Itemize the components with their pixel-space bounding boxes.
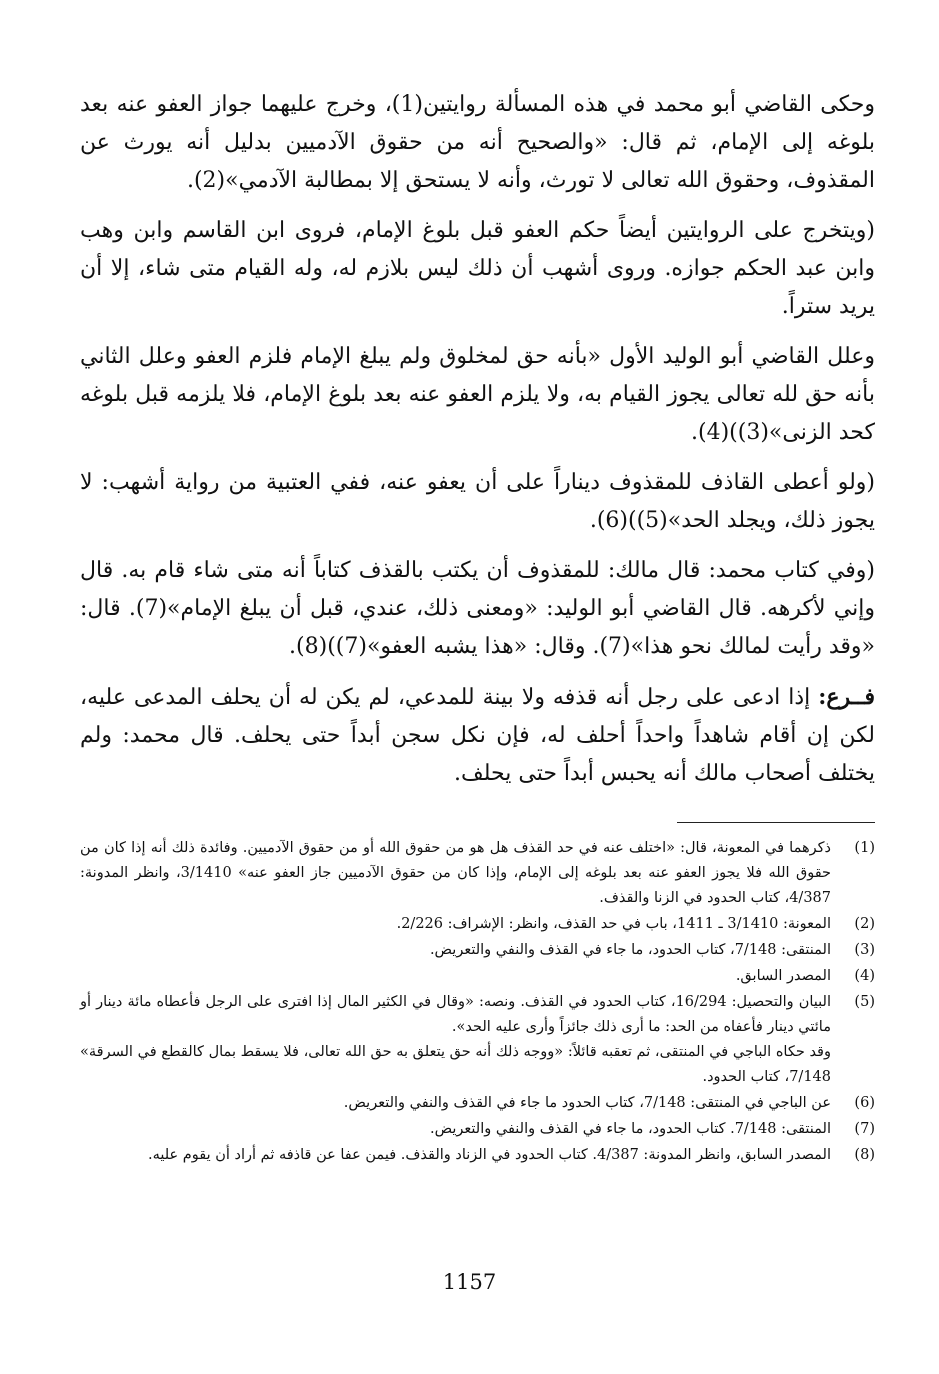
paragraph-6-text: إذا ادعى على رجل أنه قذفه ولا بينة للمدعي، لم يكن له أن يحلف المدعى عليه، لكن إن أقام شاهداً واحداً أحلف له، فإن نكل سجن أبداً حتى يحلف. قال محمد: ولم يختلف أصحاب مالك أنه يحبس أبداً حتى يحلف. xyxy=(80,685,875,786)
footnote-text xyxy=(80,1117,831,1142)
footnote-line: المنتقى: 7/148. كتاب الحدود، ما جاء في القذف والنفي والتعريض. xyxy=(430,1121,831,1137)
paragraph-5: (وفي كتاب محمد: قال مالك: للمقذوف أن يكتب بالقذف كتاباً أنه متى شاء قام به. قال وإني لأكرهه. قال القاضي أبو الوليد: «ومعنى ذلك، عندي، قبل أن يبلغ الإمام»(7). قال: «وقد رأيت لمالك نحو هذا»(7). وقال: «هذا يشبه العفو»(7))(8). xyxy=(80,558,876,659)
footnote-text xyxy=(80,938,831,963)
paragraph-1: وحكى القاضي أبو محمد في هذه المسألة روايتين(1)، وخرج عليهما جواز العفو عنه بعد بلوغه إلى الإمام، ثم قال: «والصحيح أنه من حقوق الآدميين بدليل أنه يورث عن المقذوف، وحقوق الله تعالى لا تورث، وأنه لا يستحق إلا بمطالبة الآدمي»(2). xyxy=(80,92,875,193)
footnote-number: (4) xyxy=(854,968,875,984)
footnote-line: المصدر السابق. xyxy=(735,968,831,984)
footnote-text xyxy=(80,912,831,937)
footnote-number: (6) xyxy=(854,1095,875,1111)
footnote-text xyxy=(80,836,831,911)
footnote-line: البيان والتحصيل: 16/294، كتاب الحدود في القذف. ونصه: «وقال في الكثير المال إذا افترى على الرجل فأعطاه مائة دينار أو مائتي دينار فأعفاه من الحد: ما أرى ذلك جائزاً وأرى عليه الحد». xyxy=(80,994,832,1035)
footnote-text xyxy=(80,1091,831,1116)
footnote-7 xyxy=(80,1117,875,1142)
footnote-line: المعونة: 3/1410 ـ 1411، باب في حد القذف، وانظر: الإشراف: 2/226. xyxy=(396,916,831,932)
footnote-text xyxy=(80,1143,831,1168)
footnote-text xyxy=(80,990,831,1090)
footnote-line: المنتقى: 7/148، كتاب الحدود، ما جاء في القذف والنفي والتعريض. xyxy=(429,942,831,958)
footnote-number: (3) xyxy=(854,942,875,958)
paragraph-4: (ولو أعطى القاذف للمقذوف ديناراً على أن يعفو عنه، ففي العتبية من رواية أشهب: لا يجوز ذلك، ويجلد الحد»(5))(6). xyxy=(80,470,875,533)
page-number: 1157 xyxy=(442,1270,497,1294)
footnote-1 xyxy=(80,836,875,911)
subsection-heading: فــرع: xyxy=(818,684,875,710)
footnote-number: (5) xyxy=(854,994,875,1010)
paragraph-3: وعلل القاضي أبو الوليد الأول «بأنه حق لمخلوق ولم يبلغ الإمام فلزم العفو وعلل الثاني بأنه حق لله تعالى يجوز القيام به، ولا يلزم العفو عنه بعد بلوغ الإمام، فلا يلزمه قبل بلوغه كحد الزنى»(3))(4). xyxy=(80,344,875,445)
main-text xyxy=(80,86,875,793)
footnote-4 xyxy=(80,964,875,989)
footnote-8 xyxy=(80,1143,875,1168)
footnote-text xyxy=(80,964,831,989)
footnote-2 xyxy=(80,912,875,937)
footnote-number: (7) xyxy=(854,1121,875,1137)
footnote-separator xyxy=(677,822,875,823)
footnote-line: عن الباجي في المنتقى: 7/148، كتاب الحدود ما جاء في القذف والنفي والتعريض. xyxy=(343,1095,831,1111)
footnote-5 xyxy=(80,990,875,1090)
footnote-number: (8) xyxy=(854,1147,875,1163)
footnote-line: المصدر السابق، وانظر المدونة: 4/387. كتاب الحدود في الزناد والقذف. فيمن عفا عن قاذفه ثم أراد أن يقوم عليه. xyxy=(147,1147,831,1163)
footnote-3 xyxy=(80,938,875,963)
footnote-line: وقد حكاه الباجي في المنتقى، ثم تعقبه قائلاً: «ووجه ذلك أنه حق يتعلق به حق الله تعالى، فلا يسقط بمال كالقطع في السرقة» 7/148، كتاب الحدود. xyxy=(80,1044,831,1085)
footnote-6 xyxy=(80,1091,875,1116)
footnote-line: ذكرهما في المعونة، قال: «اختلف عنه في حد القذف هل هو من حقوق الله أو من حقوق الآدميين. وفائدة ذلك أنه إذا كان من حقوق الله فلا يجوز العفو عنه بعد بلوغه إلى الإمام، وإذا كان من حقوق الآدميين جاز العفو عنه» 3/1410، وانظر المدونة: 4/387، كتاب الحدود في الزنا والقذف. xyxy=(80,840,832,906)
footnote-number: (2) xyxy=(854,916,875,932)
paragraph-6 xyxy=(80,678,875,793)
paragraph-2: (ويتخرج على الروايتين أيضاً حكم العفو قبل بلوغ الإمام، فروى ابن القاسم وابن وهب وابن عبد الحكم جوازه. وروى أشهب أن ذلك ليس بلازم له، وله القيام متى شاء، إلا أن يريد ستراً. xyxy=(80,218,875,319)
footnotes xyxy=(80,836,875,1169)
footnote-number: (1) xyxy=(854,840,875,856)
